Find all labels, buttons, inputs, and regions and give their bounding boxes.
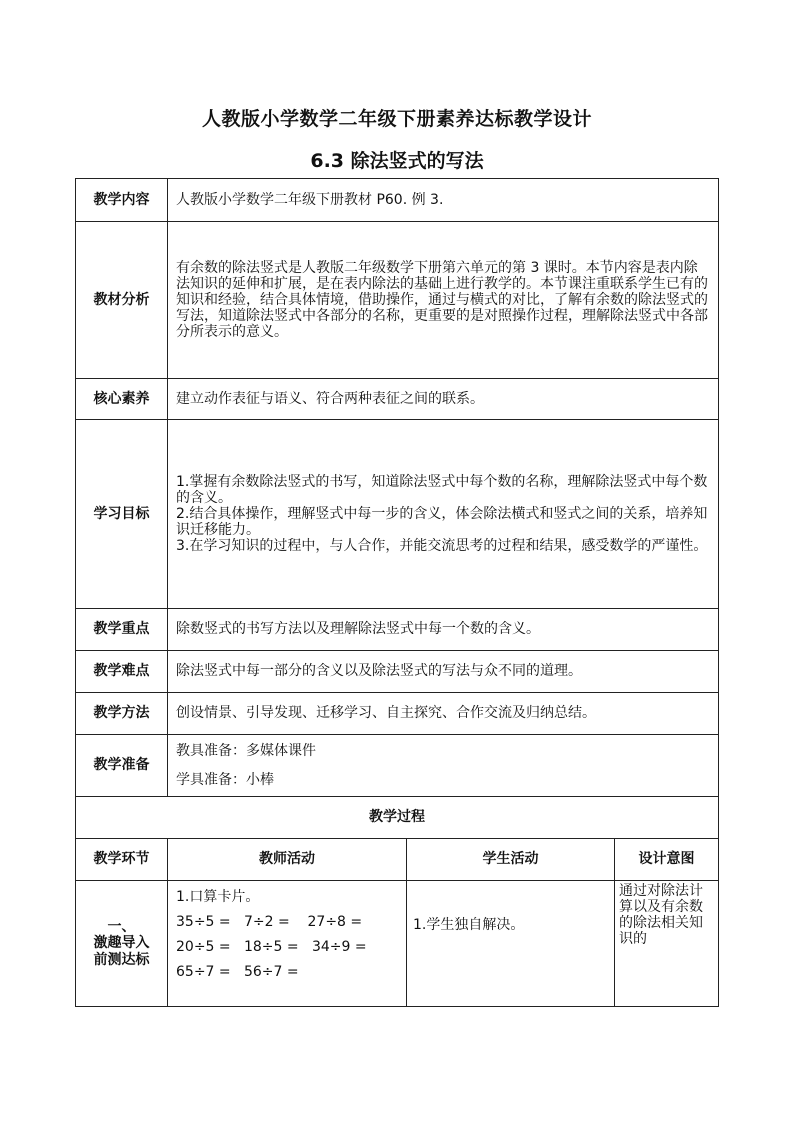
lesson-title: 6.3 除法竖式的写法 (310, 150, 484, 172)
goal-item: 2.结合具体操作，理解竖式中每一步的含义，体会除法横式和竖式之间的关系，培养知识迁移能力。 (176, 505, 708, 539)
row-prep (76, 735, 719, 797)
stage-1-line: 前测达标 (93, 951, 150, 968)
prep-student: 学具准备：小棒 (176, 771, 274, 788)
row-goals (76, 420, 719, 609)
header-stage: 教学环节 (76, 839, 168, 881)
row-method (76, 693, 719, 735)
stage-1-line: 激趣导入 (93, 935, 150, 952)
row-difficulty (76, 651, 719, 693)
process-title: 教学过程 (76, 797, 719, 839)
goal-item: 1.掌握有余数除法竖式的书写，知道除法竖式中每个数的名称，理解除法竖式中每个数的含义。 (176, 473, 708, 506)
label-analysis: 教材分析 (76, 222, 168, 379)
teacher-line: 65÷7 = 56÷7 = (176, 964, 299, 980)
label-difficulty: 教学难点 (76, 651, 168, 693)
stage-1-teacher (168, 881, 407, 1007)
row-content (76, 179, 719, 222)
value-difficulty: 除法竖式中每一部分的含义以及除法竖式的写法与众不同的道理。 (168, 651, 719, 693)
label-key: 教学重点 (76, 609, 168, 651)
stage-1-name (76, 881, 168, 1007)
label-content: 教学内容 (76, 179, 168, 222)
value-method: 创设情景、引导发现、迁移学习、自主探究、合作交流及归纳总结。 (168, 693, 719, 735)
row-analysis (76, 222, 719, 379)
value-goals (168, 420, 719, 609)
teacher-line: 1.口算卡片。 (176, 889, 260, 905)
row-process-headers (76, 839, 719, 881)
label-literacy: 核心素养 (76, 379, 168, 420)
goal-item: 3.在学习知识的过程中，与人合作，并能交流思考的过程和结果，感受数学的严谨性。 (176, 538, 708, 555)
row-key (76, 609, 719, 651)
value-content: 人教版小学数学二年级下册教材 P60. 例 3. (168, 179, 719, 222)
label-method: 教学方法 (76, 693, 168, 735)
row-literacy (76, 379, 719, 420)
label-goals: 学习目标 (76, 420, 168, 609)
teacher-line: 35÷5 = 7÷2 = 27÷8 = (176, 914, 363, 930)
row-process-title (76, 797, 719, 839)
document-title: 人教版小学数学二年级下册素养达标教学设计 (201, 108, 592, 130)
header-teacher: 教师活动 (168, 839, 407, 881)
value-analysis: 有余数的除法竖式是人教版二年级数学下册第六单元的第 3 课时。本节内容是表内除法知识的延伸和扩展，是在表内除法的基础上进行教学的。本节课注重联系学生已有的知识和经验，结合具体情境，借助操作，通过与横式的对比，了解有余数的除法竖式的写法，知道除法竖式中各部分的名称，更重要的是对照操作过程，理解除法竖式中各部分所表示的意义。 (168, 222, 719, 379)
header-student: 学生活动 (407, 839, 615, 881)
value-literacy: 建立动作表征与语义、符合两种表征之间的联系。 (168, 379, 719, 420)
row-stage1 (76, 881, 719, 1007)
teacher-line: 20÷5 = 18÷5 = 34÷9 = (176, 939, 367, 955)
header-design: 设计意图 (615, 839, 719, 881)
value-prep (168, 735, 719, 797)
stage-1-student: 1.学生独自解决。 (407, 881, 615, 1007)
stage-1-design: 通过对除法计算以及有余数的除法相关知识的 (615, 881, 719, 1007)
stage-1-number: 一、 (107, 919, 136, 936)
label-prep: 教学准备 (76, 735, 168, 797)
lesson-plan-table (75, 178, 719, 1007)
value-key: 除数竖式的书写方法以及理解除法竖式中每一个数的含义。 (168, 609, 719, 651)
prep-teacher: 教具准备：多媒体课件 (176, 742, 316, 759)
